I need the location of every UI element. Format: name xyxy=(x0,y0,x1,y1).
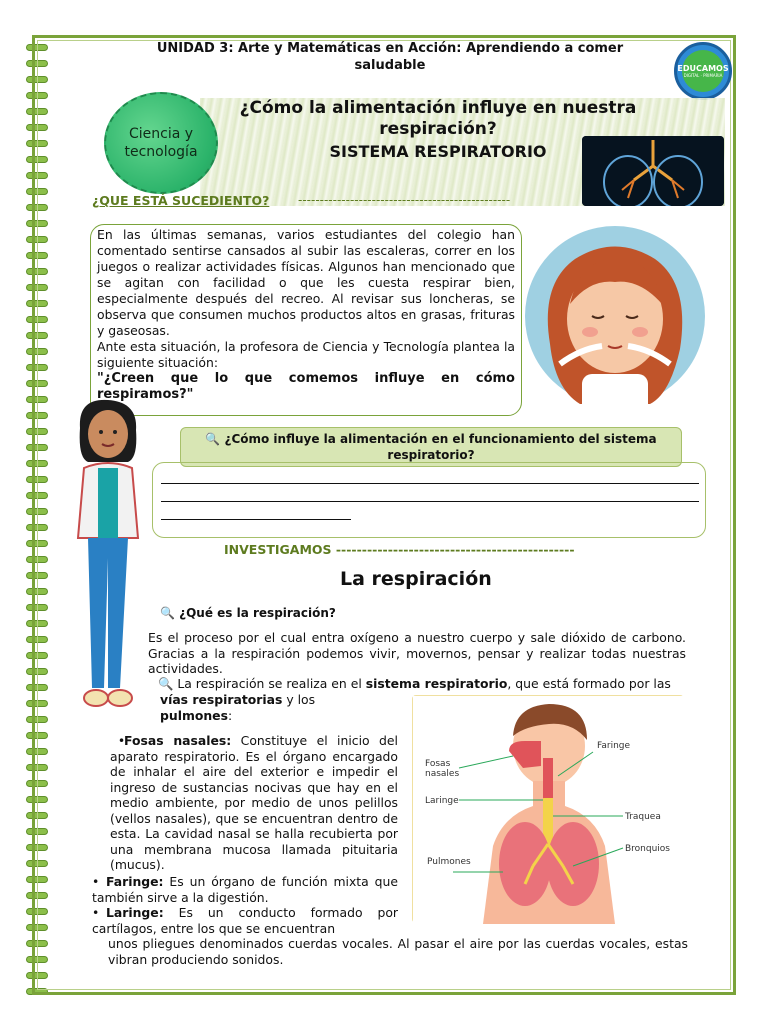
unit-title: UNIDAD 3: Arte y Matemáticas en Acción: Aprendiendo a comer saludable xyxy=(156,41,624,73)
organ-faringe: • Faringe: Es un órgano de función mixta que también sirve a la digestión. xyxy=(92,874,398,905)
what-is-question: 🔍 ¿Qué es la respiración? xyxy=(160,606,336,620)
educamos-logo xyxy=(674,42,732,100)
diagram-label-bronquios: Bronquios xyxy=(625,844,670,854)
organ-laringe: • Laringe: Es un conducto formado por cartílagos, entre los que se encuentran xyxy=(92,905,398,936)
section-heading-situation: ¿QUE ESTÁ SUCEDIENTO? xyxy=(92,193,270,208)
diagram-label-fosas: Fosas xyxy=(425,759,451,769)
logo-sub: DIGITAL · PRIMARIA xyxy=(683,73,723,78)
lungs-image xyxy=(582,136,724,206)
situation-paragraph-1: En las últimas semanas, varios estudiantes del colegio han comentado sentirse cansados al subir las escaleras, correr en los juegos o realizar actividades físicas. Algunos han mencionado que se agitan con facilidad o que les cuesta respirar bien, especialmente después del recreo. Al revisar sus loncheras, se observa que consumen muchos productos altos en grasas, frituras y gaseosas. xyxy=(97,227,515,338)
organ-fosas-nasales: •Fosas nasales: Constituye el inicio del aparato respiratorio. Es el órgano encargado de inhalar el aire del exterior e impedir el ingreso de sustancias nocivas que hay en el medio ambiente, por medio de unos pelillos (vellos nasales), que se encuentran dentro de esta. La cavidad nasal se halla recubierta por una membrana mucosa llamada pituitaria (mucus). xyxy=(110,733,398,872)
logo-text: EDUCAMOS xyxy=(677,64,729,73)
situation-question: "¿Creen que lo que comemos influye en cómo respiramos?" xyxy=(97,371,515,402)
organ-text: Constituye el inicio del aparato respiratorio. Es el órgano encargado de inhalar el aire del exterior e impedir el ingreso de sustancias nocivas que hay en el medio ambiente, por medio de unos pelillos (vellos nasales), que se encuentran dentro de esta. La cavidad nasal se halla recubierta por una membrana mucosa llamada pituitaria (mucus). xyxy=(110,733,398,872)
diagram-label-pulmones: Pulmones xyxy=(427,857,471,867)
diagram-label-faringe: Faringe xyxy=(597,741,631,751)
system-suffix: , que está formado por las xyxy=(507,676,671,691)
system-title: SISTEMA RESPIRATORIO xyxy=(329,142,547,161)
organ-name: Faringe: xyxy=(106,874,164,889)
organ-text: Es un órgano de función mixta que también sirve a la digestión. xyxy=(92,874,398,905)
system-prefix: 🔍 La respiración se realiza en el xyxy=(158,676,366,691)
answer-box[interactable] xyxy=(152,462,706,538)
organ-name: Fosas nasales: xyxy=(124,733,232,748)
teacher-illustration xyxy=(58,398,158,728)
guiding-question: 🔍 ¿Cómo influye la alimentación en el funcionamiento del sistema respiratorio? xyxy=(180,427,682,467)
respiratory-diagram xyxy=(412,695,684,923)
diagram-label-nasales: nasales xyxy=(425,769,460,779)
answer-line xyxy=(161,501,699,502)
airways-sentence xyxy=(160,692,398,723)
section-title: La respiración xyxy=(340,568,492,590)
organ-text: Es un conducto formado por cartílagos, entre los que se encuentran xyxy=(92,905,398,936)
airways-bold-2: pulmones xyxy=(160,707,228,723)
organ-laringe-continued xyxy=(108,936,688,967)
airways-colon: : xyxy=(227,707,233,723)
diagram-label-traquea: Traquea xyxy=(625,812,661,822)
section-heading-investigate: INVESTIGAMOS ---------------------------------------------- xyxy=(224,542,575,557)
system-sentence xyxy=(158,676,688,692)
definition-text: Es el proceso por el cual entra oxígeno a nuestro cuerpo y sale dióxido de carbono. Gracias a la respiración podemos vivir, movernos, pensar y realizar todas nuestras actividades. xyxy=(148,630,686,676)
organ-text: unos pliegues denominados cuerdas vocales. Al pasar el aire por las cuerdas vocales, estas vibran produciendo sonidos. xyxy=(108,936,688,967)
system-bold: sistema respiratorio xyxy=(365,676,508,691)
airways-bold-1: vías respiratorias xyxy=(160,692,283,707)
subject-badge xyxy=(104,92,218,194)
section-heading-dash: ------------------------------------------------- xyxy=(298,193,511,207)
diagram-label-laringe: Laringe xyxy=(425,796,459,806)
answer-line xyxy=(161,519,351,520)
main-question: ¿Cómo la alimentación influye en nuestra respiración? xyxy=(239,98,637,139)
airways-and: y los xyxy=(282,692,320,707)
organ-name: Laringe: xyxy=(106,905,164,920)
answer-line xyxy=(161,483,699,484)
situation-paragraph-2: Ante esta situación, la profesora de Ciencia y Tecnología plantea la siguiente situación: xyxy=(97,339,515,370)
situation-box xyxy=(90,224,522,416)
girl-breathing-illustration xyxy=(520,224,710,414)
subject-badge-label: Ciencia y tecnología xyxy=(124,126,198,160)
